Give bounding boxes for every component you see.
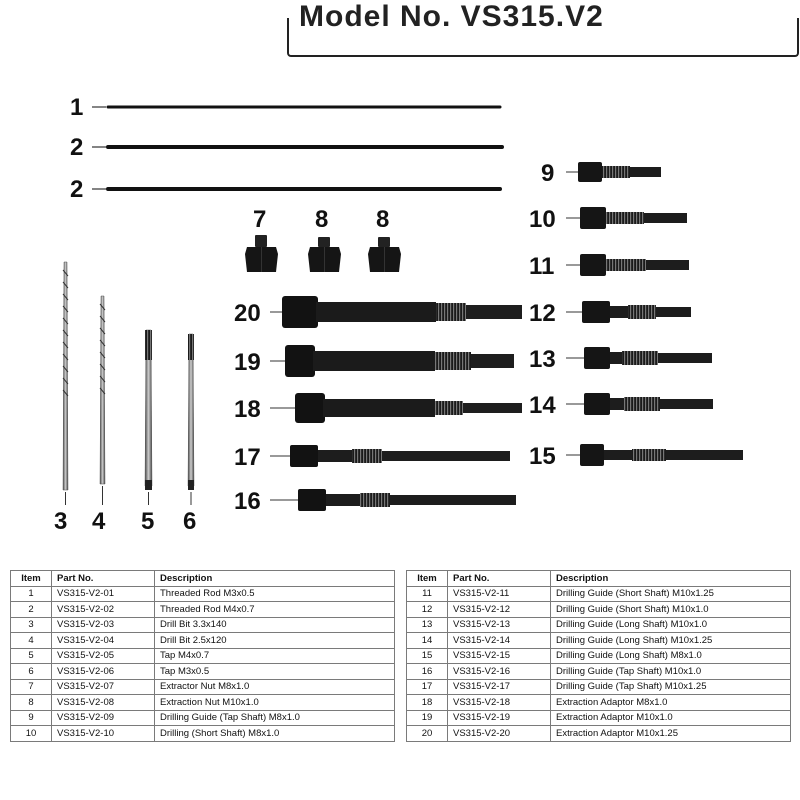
cell-item: 18	[407, 695, 448, 711]
callout-17: 17	[234, 444, 261, 471]
extraction-nut-8b	[368, 237, 401, 272]
callout-13: 13	[529, 346, 556, 373]
callout-2a: 2	[70, 134, 84, 161]
cell-item: 13	[407, 617, 448, 633]
cell-item: 19	[407, 710, 448, 726]
cell-part-no: VS315-V2-10	[52, 726, 155, 742]
drilling-guide-13	[566, 347, 712, 369]
drilling-guide-17	[270, 445, 510, 467]
callout-15: 15	[529, 443, 556, 470]
cell-part-no: VS315-V2-12	[448, 602, 551, 618]
cell-description: Extraction Adaptor M8x1.0	[551, 695, 791, 711]
drilling-guide-14	[566, 393, 713, 415]
callout-3: 3	[54, 508, 68, 535]
cell-item: 5	[11, 648, 52, 664]
callout-8a: 8	[315, 206, 329, 233]
callout-7: 7	[253, 206, 267, 233]
cell-part-no: VS315-V2-03	[52, 617, 155, 633]
table-row	[407, 695, 791, 711]
callout-11: 11	[529, 253, 555, 280]
cell-description: Drilling Guide (Tap Shaft) M10x1.0	[551, 664, 791, 680]
callout-16: 16	[234, 488, 261, 515]
table-row	[11, 586, 395, 602]
table-row	[11, 726, 395, 742]
cell-description: Drilling (Short Shaft) M8x1.0	[155, 726, 395, 742]
parts-table-left	[10, 570, 395, 742]
parts-table-right	[406, 570, 791, 742]
cell-item: 9	[11, 710, 52, 726]
table-row	[407, 726, 791, 742]
cell-part-no: VS315-V2-06	[52, 664, 155, 680]
cell-description: Drilling Guide (Long Shaft) M8x1.0	[551, 648, 791, 664]
extraction-adaptor-20	[270, 296, 522, 328]
cell-part-no: VS315-V2-16	[448, 664, 551, 680]
cell-item: 15	[407, 648, 448, 664]
table-row	[407, 586, 791, 602]
cell-item: 1	[11, 586, 52, 602]
callout-2b: 2	[70, 176, 84, 203]
cell-part-no: VS315-V2-13	[448, 617, 551, 633]
extraction-nut-8a	[308, 237, 341, 272]
cell-description: Threaded Rod M4x0.7	[155, 602, 395, 618]
table-row	[11, 617, 395, 633]
cell-description: Drilling Guide (Long Shaft) M10x1.0	[551, 617, 791, 633]
callout-10: 10	[529, 206, 556, 233]
cell-description: Drilling Guide (Long Shaft) M10x1.25	[551, 633, 791, 649]
callout-6: 6	[183, 508, 197, 535]
table-row	[11, 679, 395, 695]
callout-8b: 8	[376, 206, 390, 233]
header-item: Item	[407, 571, 448, 587]
cell-description: Extraction Adaptor M10x1.0	[551, 710, 791, 726]
header-part-no: Part No.	[52, 571, 155, 587]
drill-bit-4	[100, 296, 105, 505]
model-number-text: Model No. VS315.V2	[299, 0, 604, 33]
table-row	[407, 710, 791, 726]
cell-item: 17	[407, 679, 448, 695]
callout-14: 14	[529, 392, 556, 419]
table-row	[407, 602, 791, 618]
cell-item: 6	[11, 664, 52, 680]
header-description: Description	[551, 571, 791, 587]
cell-description: Drilling Guide (Tap Shaft) M10x1.25	[551, 679, 791, 695]
table-header-row	[407, 571, 791, 587]
tap-5	[145, 330, 152, 505]
cell-description: Drilling Guide (Short Shaft) M10x1.25	[551, 586, 791, 602]
extractor-nut-7	[245, 235, 278, 272]
callout-4: 4	[92, 508, 106, 535]
tap-6	[188, 334, 194, 505]
cell-description: Tap M4x0.7	[155, 648, 395, 664]
extraction-adaptor-18	[270, 393, 522, 423]
cell-description: Extraction Nut M10x1.0	[155, 695, 395, 711]
cell-description: Extraction Adaptor M10x1.25	[551, 726, 791, 742]
cell-description: Threaded Rod M3x0.5	[155, 586, 395, 602]
drilling-guide-10	[566, 207, 687, 229]
cell-description: Drilling Guide (Short Shaft) M10x1.0	[551, 602, 791, 618]
cell-description: Drill Bit 2.5x120	[155, 633, 395, 649]
cell-part-no: VS315-V2-02	[52, 602, 155, 618]
table-row	[11, 710, 395, 726]
table-header-row	[11, 571, 395, 587]
cell-part-no: VS315-V2-19	[448, 710, 551, 726]
table-row	[11, 664, 395, 680]
cell-item: 7	[11, 679, 52, 695]
cell-item: 8	[11, 695, 52, 711]
cell-part-no: VS315-V2-09	[52, 710, 155, 726]
parts-table-right-body	[407, 586, 791, 741]
callout-18: 18	[234, 396, 261, 423]
header-item: Item	[11, 571, 52, 587]
table-row	[11, 648, 395, 664]
cell-item: 12	[407, 602, 448, 618]
table-row	[11, 695, 395, 711]
cell-part-no: VS315-V2-07	[52, 679, 155, 695]
cell-part-no: VS315-V2-18	[448, 695, 551, 711]
table-row	[407, 664, 791, 680]
cell-part-no: VS315-V2-11	[448, 586, 551, 602]
table-row	[11, 633, 395, 649]
cell-item: 11	[407, 586, 448, 602]
cell-item: 4	[11, 633, 52, 649]
drilling-guide-9	[566, 162, 661, 182]
parts-table-left-body	[11, 586, 395, 741]
drill-bit-3	[63, 262, 68, 505]
cell-item: 10	[11, 726, 52, 742]
cell-item: 16	[407, 664, 448, 680]
cell-description: Extractor Nut M8x1.0	[155, 679, 395, 695]
cell-part-no: VS315-V2-05	[52, 648, 155, 664]
cell-part-no: VS315-V2-15	[448, 648, 551, 664]
table-row	[11, 602, 395, 618]
drilling-guide-16	[270, 489, 516, 511]
table-row	[407, 648, 791, 664]
callout-19: 19	[234, 349, 261, 376]
callout-20: 20	[234, 300, 261, 327]
table-row	[407, 617, 791, 633]
cell-item: 2	[11, 602, 52, 618]
drilling-guide-15	[566, 444, 743, 466]
cell-item: 20	[407, 726, 448, 742]
callout-12: 12	[529, 300, 556, 327]
drilling-guide-12	[566, 301, 691, 323]
cell-part-no: VS315-V2-20	[448, 726, 551, 742]
table-row	[407, 679, 791, 695]
cell-item: 3	[11, 617, 52, 633]
cell-part-no: VS315-V2-08	[52, 695, 155, 711]
callout-9: 9	[541, 160, 555, 187]
cell-description: Tap M3x0.5	[155, 664, 395, 680]
cell-part-no: VS315-V2-14	[448, 633, 551, 649]
header-part-no: Part No.	[448, 571, 551, 587]
cell-item: 14	[407, 633, 448, 649]
cell-description: Drill Bit 3.3x140	[155, 617, 395, 633]
cell-description: Drilling Guide (Tap Shaft) M8x1.0	[155, 710, 395, 726]
callout-5: 5	[141, 508, 155, 535]
drilling-guide-11	[566, 254, 689, 276]
table-row	[407, 633, 791, 649]
cell-part-no: VS315-V2-01	[52, 586, 155, 602]
cell-part-no: VS315-V2-04	[52, 633, 155, 649]
cell-part-no: VS315-V2-17	[448, 679, 551, 695]
callout-1: 1	[70, 94, 84, 121]
header-description: Description	[155, 571, 395, 587]
extraction-adaptor-19	[270, 345, 514, 377]
